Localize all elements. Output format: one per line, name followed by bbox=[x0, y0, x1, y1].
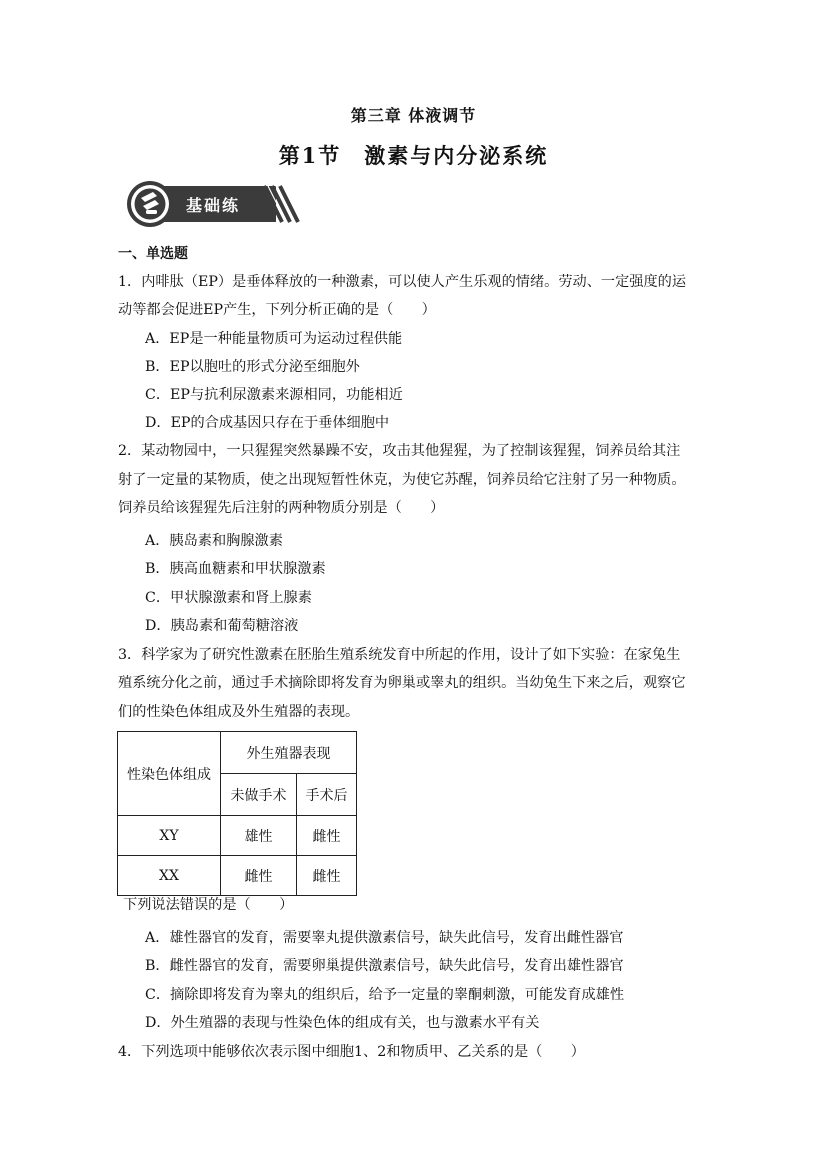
option-a: A．雄性器官的发育，需要睾丸提供激素信号，缺失此信号，发育出雌性器官 bbox=[145, 930, 624, 946]
table-cell: 雌性 bbox=[297, 816, 357, 856]
section-label: 一、单选题 bbox=[118, 246, 188, 262]
option-b: B．雌性器官的发育，需要卵巢提供激素信号，缺失此信号，发育出雄性器官 bbox=[145, 958, 624, 974]
section-title: 第1节 激素与内分泌系统 bbox=[278, 143, 549, 168]
basic-practice-badge bbox=[126, 180, 301, 228]
question-text-line: 殖系统分化之前，通过手术摘除即将发育为卵巢或睾丸的组织。当幼兔生下来之后，观察它 bbox=[118, 675, 686, 691]
table-cell: 雌性 bbox=[221, 856, 297, 896]
option-a: A．胰岛素和胸腺激素 bbox=[145, 533, 283, 549]
question-text-line: 3．科学家为了研究性激素在胚胎生殖系统发育中所起的作用，设计了如下实验：在家兔生 bbox=[118, 647, 681, 663]
chapter-title: 第三章 体液调节 bbox=[350, 106, 477, 125]
option-c: C．EP与抗利尿激素来源相同，功能相近 bbox=[145, 387, 403, 403]
question-text-line: 射了一定量的某物质，使之出现短暂性休克，为使它苏醒，饲养员给它注射了另一种物质。 bbox=[118, 472, 686, 488]
table-col-header: 未做手术 bbox=[221, 774, 297, 816]
table-group-header: 外生殖器表现 bbox=[221, 732, 357, 774]
question-text-line: 2．某动物园中，一只猩猩突然暴躁不安，攻击其他猩猩，为了控制该猩猩，饲养员给其注 bbox=[118, 443, 681, 459]
table-cell: XX bbox=[118, 856, 221, 896]
option-c: C．甲状腺激素和肾上腺素 bbox=[145, 590, 312, 606]
table-row bbox=[118, 816, 357, 856]
option-b: B．胰高血糖素和甲状腺激素 bbox=[145, 561, 326, 577]
question-text-line: 饲养员给该猩猩先后注射的两种物质分别是（ ） bbox=[118, 500, 445, 516]
option-d: D．EP的合成基因只存在于垂体细胞中 bbox=[145, 415, 390, 431]
option-b: B．EP以胞吐的形式分泌至细胞外 bbox=[145, 359, 360, 375]
option-d: D．胰岛素和葡萄糖溶液 bbox=[145, 618, 299, 634]
question-text-line: 1．内啡肽（EP）是垂体释放的一种激素，可以使人产生乐观的情绪。劳动、一定强度的运 bbox=[118, 274, 687, 290]
table-cell: 雄性 bbox=[221, 816, 297, 856]
question-text-line: 4．下列选项中能够依次表示图中细胞1、2和物质甲、乙关系的是（ ） bbox=[118, 1044, 585, 1060]
option-d: D．外生殖器的表现与性染色体的组成有关，也与激素水平有关 bbox=[145, 1015, 540, 1031]
table-row-header: 性染色体组成 bbox=[118, 732, 221, 816]
question-stem: 下列说法错误的是（ ） bbox=[123, 897, 294, 913]
question-text-line: 动等都会促进EP产生，下列分析正确的是（ ） bbox=[118, 302, 436, 318]
experiment-table bbox=[117, 731, 357, 896]
table-col-header: 手术后 bbox=[297, 774, 357, 816]
table-cell: 雌性 bbox=[297, 856, 357, 896]
badge-label: 基础练 bbox=[186, 196, 241, 215]
table-cell: XY bbox=[118, 816, 221, 856]
option-a: A．EP是一种能量物质可为运动过程供能 bbox=[145, 331, 403, 347]
option-c: C．摘除即将发育为睾丸的组织后，给予一定量的睾酮刺激，可能发育成雄性 bbox=[145, 987, 625, 1003]
table-row bbox=[118, 856, 357, 896]
question-text-line: 们的性染色体组成及外生殖器的表现。 bbox=[118, 704, 360, 720]
